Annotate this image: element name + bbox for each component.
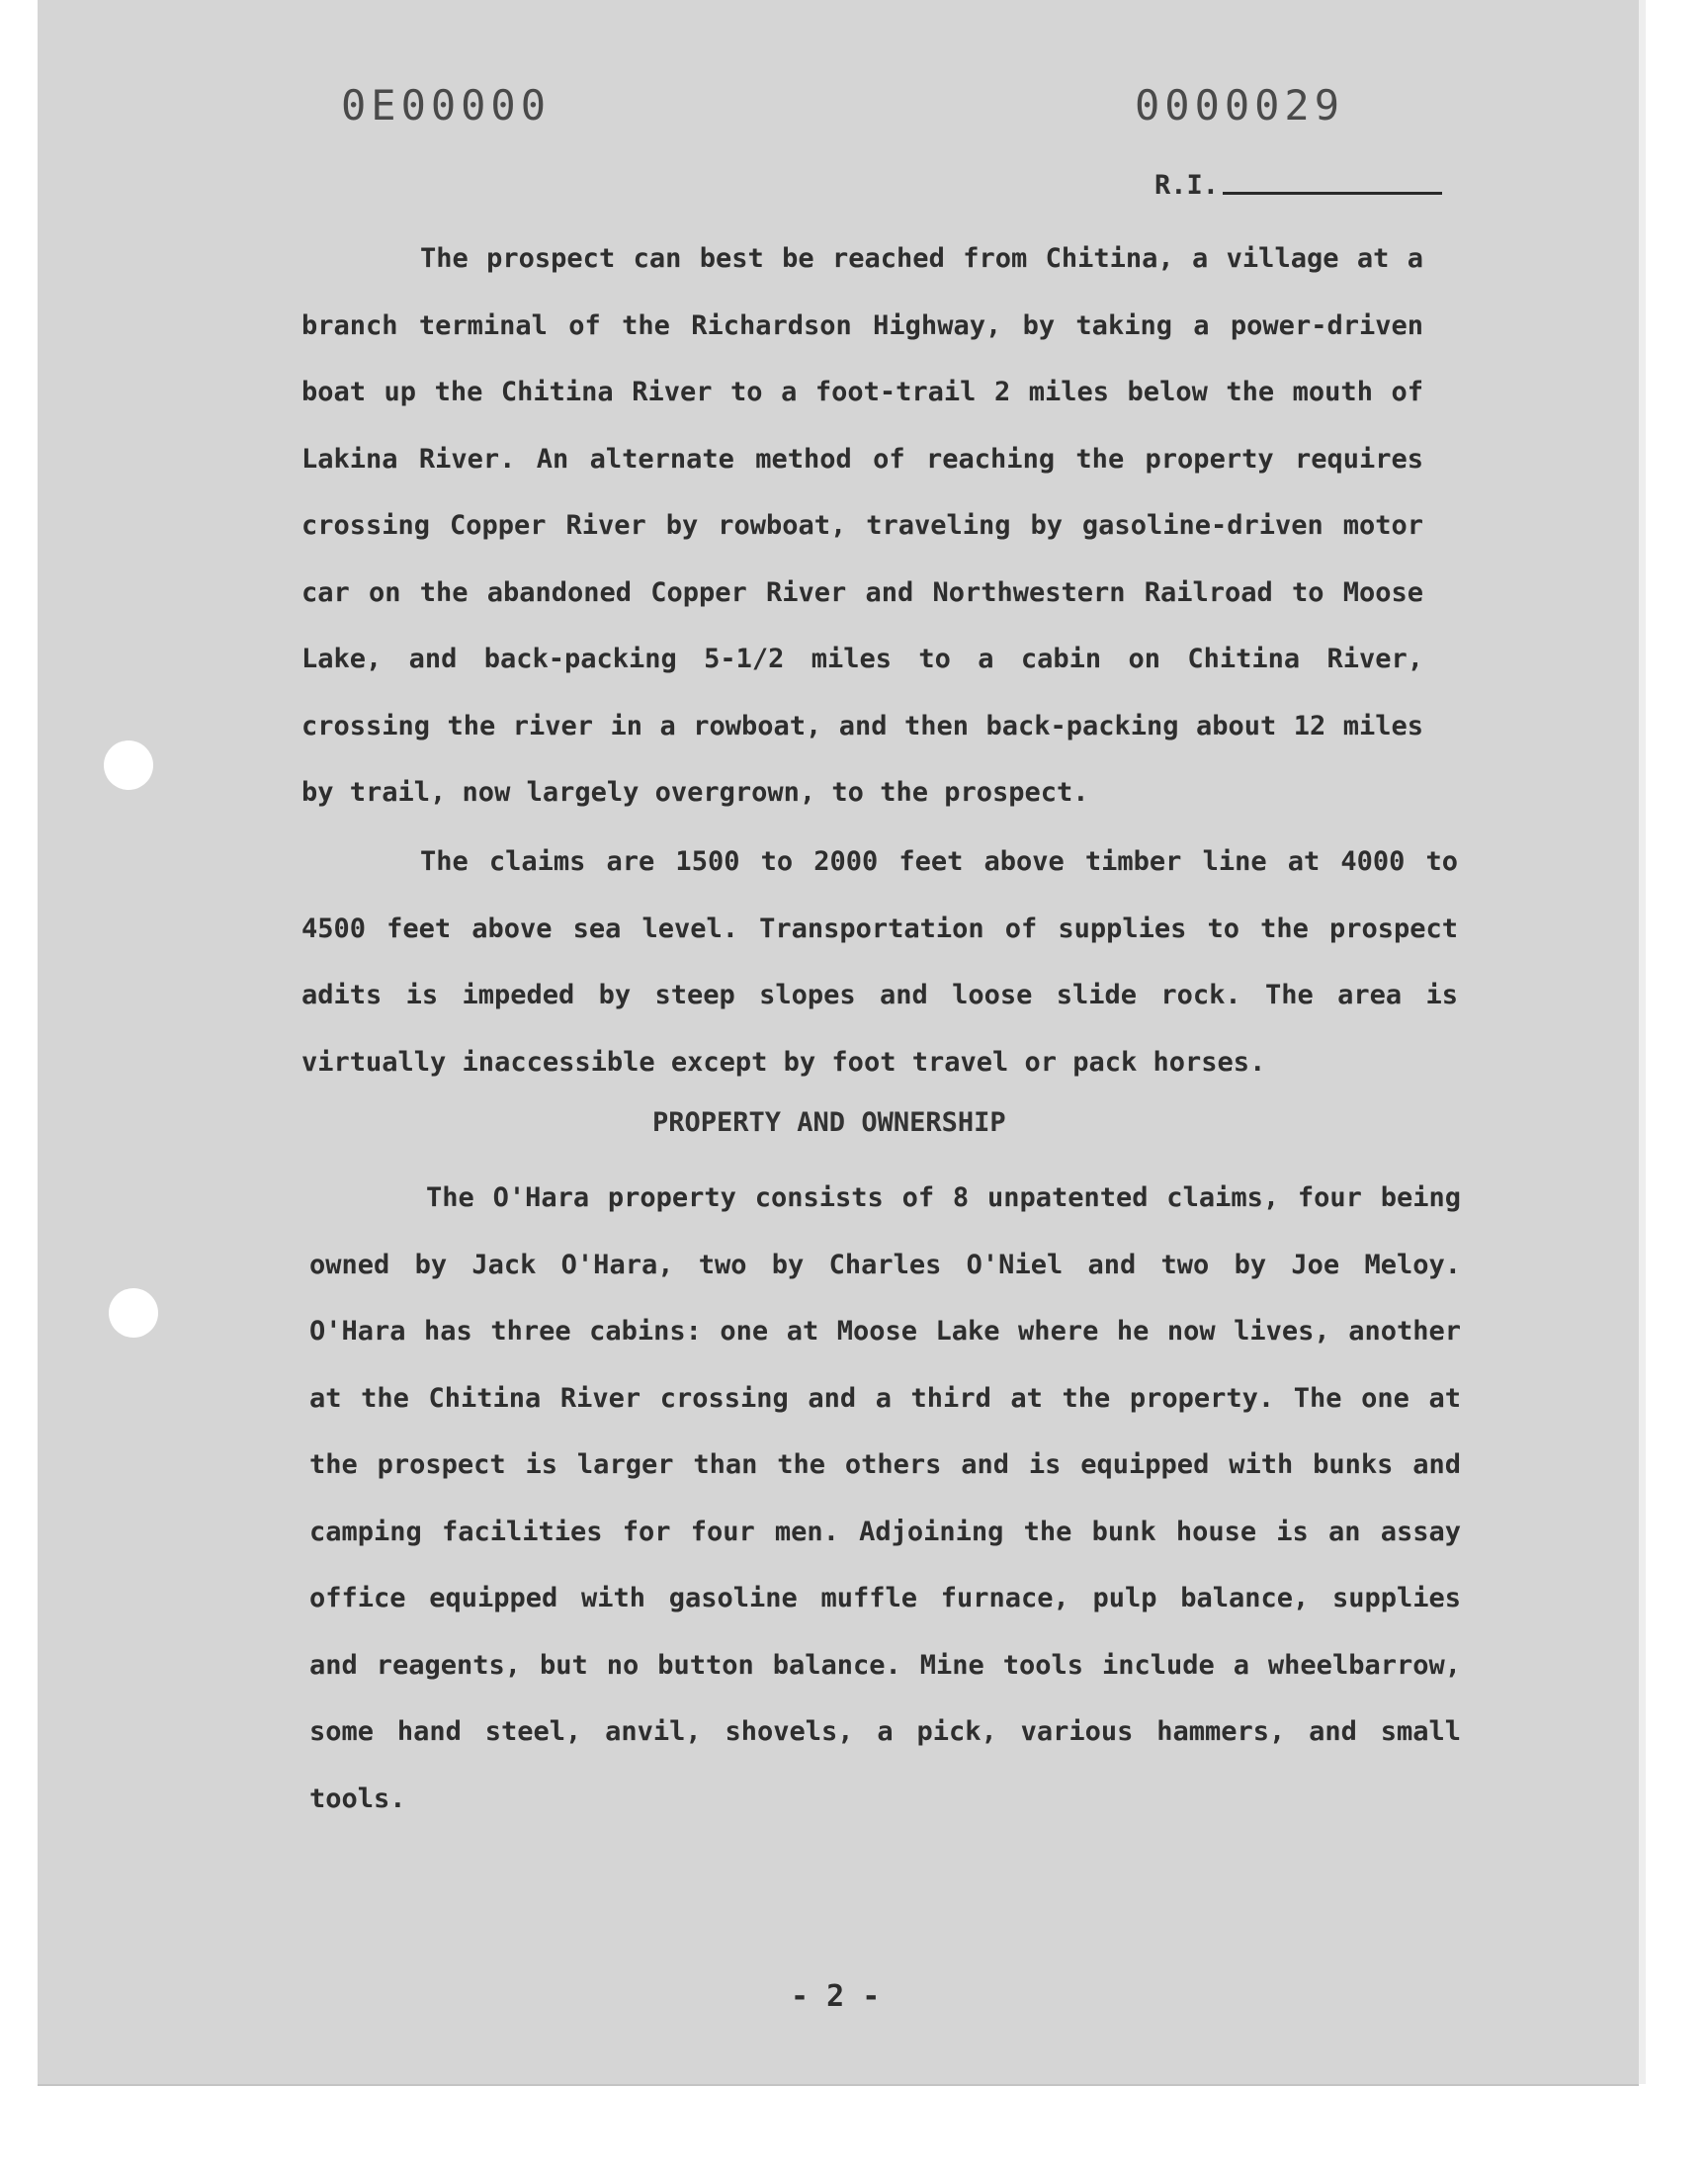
paragraph-claims: The claims are 1500 to 2000 feet above timber line at 4000 to 4500 feet above sea level. Transportation of supplies to the prospect adits is impeded by steep slopes and loose slide rock. The area is virtually inaccessible except by foot travel or pack horses. [301, 846, 1458, 1078]
section-heading: PROPERTY AND OWNERSHIP [652, 1107, 1006, 1138]
paragraph-ownership: The O'Hara property consists of 8 unpatented claims, four being owned by Jack O'Hara, two by Charles O'Niel and two by Joe Meloy. O'Hara has three cabins: one at Moose Lake where he now lives, another at the Chitina River crossing and a third at the property. The one at the prospect is larger than the others and is equipped with bunks and camping facilities for four men. Adjoining the bunk house is an assay office equipped with gasoline muffle furnace, pulp balance, supplies and reagents, but no button balance. Mine tools include a wheelbarrow, some hand steel, anvil, shovels, a pick, various hammers, and small tools. [309, 1182, 1461, 1814]
page-edge [1639, 0, 1646, 2084]
punch-hole-lower [109, 1288, 158, 1338]
ri-label: R.I. [1154, 170, 1220, 201]
page-number: - 2 - [791, 1979, 881, 2014]
punch-hole-upper [104, 740, 153, 790]
ri-field [1154, 170, 1442, 201]
ri-blank-line [1223, 191, 1442, 195]
stamp-number-left: 0E00000 [341, 81, 552, 130]
paragraph-access: The prospect can best be reached from Chitina, a village at a branch terminal of the Richardson Highway, by taking a power-driven boat up the Chitina River to a foot-trail 2 miles below the mouth of Lakina River. An alternate method of reaching the property requires crossing Copper River by rowboat, traveling by gasoline-driven motor car on the abandoned Copper River and Northwestern Railroad to Moose Lake, and back-packing 5-1/2 miles to a cabin on Chitina River, crossing the river in a rowboat, and then back-packing about 12 miles by trail, now largely overgrown, to the prospect. [301, 243, 1423, 808]
stamp-number-right: 0000029 [1135, 81, 1345, 130]
